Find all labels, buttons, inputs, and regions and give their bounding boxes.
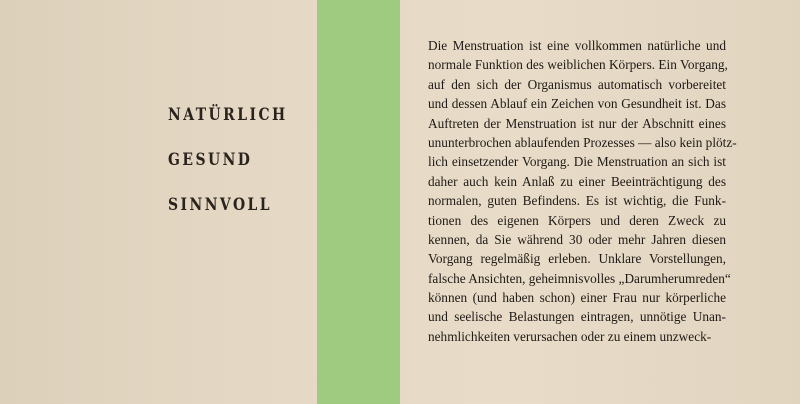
body-line: falsche Ansichten, geheimnisvolles „Darumherumreden“ (428, 270, 731, 286)
body-line: können (und haben schon) einer Frau nur körperliche (428, 290, 726, 306)
body-line: ununterbrochen ablaufenden Prozesses — also kein plötz- (428, 134, 737, 150)
body-line: nehmlichkeiten verursachen oder zu einem unzweck- (428, 328, 712, 344)
headline-word-natuerlich: NATÜRLICH (168, 105, 288, 125)
body-line: kennen, da Sie während 30 oder mehr Jahren diesen (428, 231, 726, 247)
body-line: Vorgang regelmäßig erleben. Unklare Vorstellungen, (428, 251, 726, 267)
green-accent-band (317, 0, 400, 404)
body-line: daher auch kein Anlaß zu einer Beeinträchtigung des (428, 173, 726, 189)
headline-word-sinnvoll: SINNVOLL (168, 195, 273, 215)
body-line: Die Menstruation ist eine vollkommen natürliche und (428, 38, 726, 53)
body-line: tionen des eigenen Körpers und deren Zweck zu (428, 212, 726, 228)
body-line: lich einsetzender Vorgang. Die Menstruation an sich ist (428, 154, 726, 170)
body-line: und seelische Belastungen eintragen, unnötige Unan- (428, 309, 726, 325)
body-line: normalen, guten Befindens. Es ist wichtig, die Funk- (428, 193, 726, 209)
headline-word-gesund: GESUND (168, 150, 253, 170)
body-line: Auftreten der Menstruation ist nur der Abschnitt eines (428, 115, 726, 131)
body-line: und dessen Ablauf ein Zeichen von Gesundheit ist. Das (428, 96, 726, 112)
body-line: auf den sich der Organismus automatisch vorbereitet (428, 76, 726, 92)
headline (168, 106, 308, 241)
body-paragraph (428, 36, 737, 346)
body-line: normale Funktion des weiblichen Körpers. Ein Vorgang, (428, 57, 728, 73)
